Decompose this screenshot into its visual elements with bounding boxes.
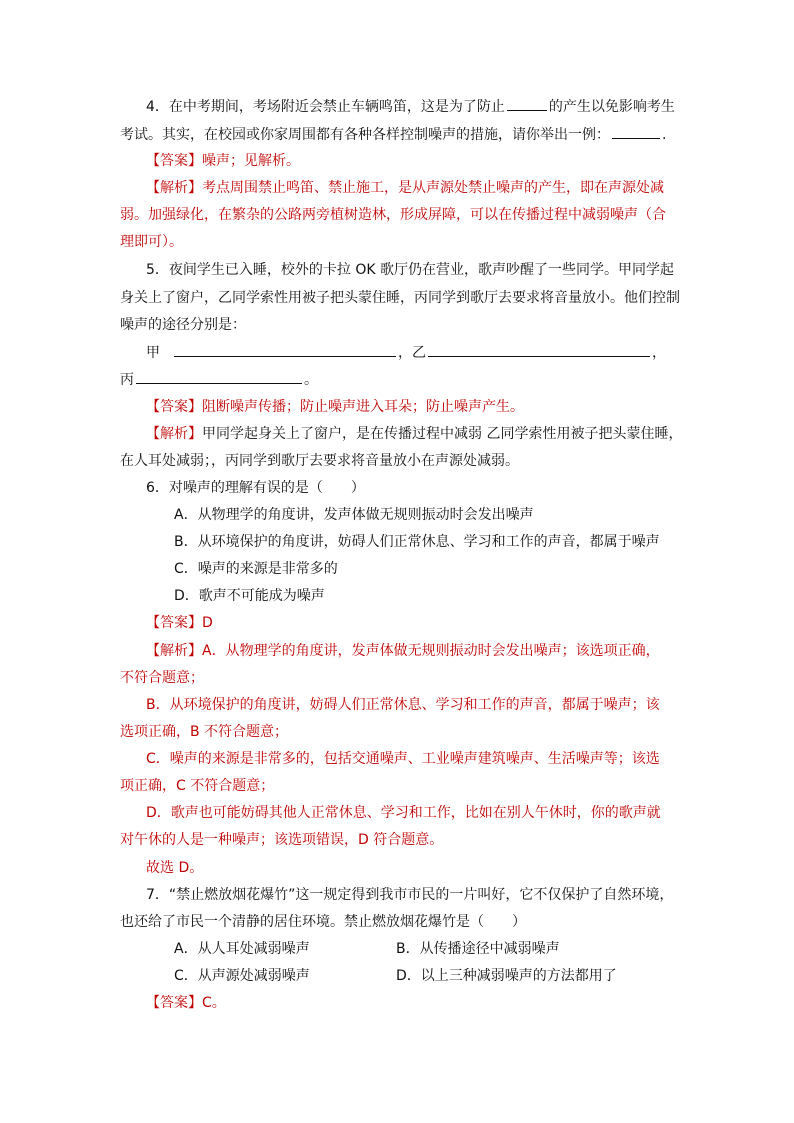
- q5-stem-line1: 5．夜间学生已入睡，校外的卡拉 OK 歌厅仍在营业，歌声吵醒了一些同学。甲同学起: [146, 262, 675, 278]
- q6-conclusion: 故选 D。: [146, 860, 204, 876]
- q4-stem-text-c: 考试。其实，在校园或你家周围都有各种各样控制噪声的措施，请你举出一例：: [120, 127, 610, 143]
- q5-fill-line1: [146, 342, 666, 362]
- q6-option-a[interactable]: A．从物理学的角度讲，发声体做无规则振动时会发出噪声: [174, 507, 534, 523]
- q4-analysis-line3: 理即可）。: [120, 234, 183, 250]
- q7-option-a[interactable]: A．从人耳处减弱噪声: [174, 941, 310, 957]
- q4-analysis-text-1: 考点周围禁止鸣笛、禁止施工，是从声源处禁止噪声的产生，即在声源处减: [202, 180, 664, 196]
- q7-option-d[interactable]: D．以上三种减弱噪声的方法都用了: [396, 968, 617, 984]
- q5-analysis-line1: [146, 424, 682, 444]
- q4-answer-text: 噪声；见解析。: [202, 153, 300, 169]
- q7-option-c[interactable]: C．从声源处减弱噪声: [174, 968, 310, 984]
- q5-period: 。: [304, 372, 318, 388]
- q5-label-jia: 甲: [146, 345, 160, 361]
- q5-stem-line3: 噪声的途径分别是：: [120, 317, 246, 333]
- q4-answer: [146, 151, 300, 171]
- q6-analysis-tag: 【解析】: [146, 643, 202, 659]
- q5-stem-line2: 身关上了窗户，乙同学索性用被子把头蒙住睡，丙同学到歌厅去要求将音量放小。他们控制: [120, 290, 680, 306]
- q6-analysis-c-line1: C．噪声的来源是非常多的，包括交通噪声、工业噪声建筑噪声、生活噪声等；该选: [146, 751, 660, 767]
- q7-option-b[interactable]: B．从传播途径中减弱噪声: [396, 941, 560, 957]
- q4-stem-text-b: 的产生以免影响考生: [548, 99, 675, 115]
- q6-stem: 6．对噪声的理解有误的是（ ）: [146, 480, 365, 496]
- q4-blank-2[interactable]: [612, 124, 660, 139]
- q4-analysis-line1: [146, 178, 664, 198]
- q5-label-bing: 丙: [120, 372, 134, 388]
- q5-analysis-line2: 在人耳处减弱；，丙同学到歌厅去要求将音量放小在声源处减弱。: [120, 453, 519, 469]
- q4-stem-end: .: [662, 127, 667, 143]
- q5-answer: [146, 397, 524, 417]
- q7-answer: [146, 993, 226, 1013]
- q4-stem-line2: [120, 124, 666, 144]
- q5-answer-text: 阻断噪声传播；防止噪声进入耳朵；防止噪声产生。: [202, 399, 524, 415]
- q5-answer-tag: 【答案】: [146, 399, 202, 415]
- q5-fill-line2: [120, 369, 318, 389]
- q7-answer-tag: 【答案】: [146, 995, 202, 1011]
- q6-option-b[interactable]: B．从环境保护的角度讲，妨碍人们正常休息、学习和工作的声音，都属于噪声: [174, 534, 660, 550]
- q6-analysis-a-text: A．从物理学的角度讲，发声体做无规则振动时会发出噪声；该选项正确，: [202, 643, 660, 659]
- q4-analysis-tag: 【解析】: [146, 180, 202, 196]
- q5-label-yi: ，乙: [398, 345, 426, 361]
- q4-stem-line1: [146, 96, 675, 116]
- q6-option-d[interactable]: D．歌声不可能成为噪声: [174, 588, 325, 604]
- q5-analysis-tag: 【解析】: [146, 426, 202, 442]
- q7-answer-text: C。: [202, 995, 226, 1011]
- q7-stem-line2: 也还给了市民一个清静的居住环境。禁止燃放烟花爆竹是（ ）: [120, 914, 526, 930]
- q6-answer: [146, 613, 213, 633]
- q4-analysis-line2: 弱。加强绿化，在繁杂的公路两旁植树造林，形成屏障，可以在传播过程中减弱噪声（合: [120, 207, 666, 223]
- q4-answer-tag: 【答案】: [146, 153, 202, 169]
- q5-blank-jia[interactable]: [174, 342, 396, 357]
- q5-blank-bing[interactable]: [136, 369, 302, 384]
- q5-blank-yi[interactable]: [428, 342, 650, 357]
- q6-answer-text: D: [202, 615, 213, 631]
- q6-analysis-c-line2: 项正确，C 不符合题意；: [120, 778, 275, 794]
- q6-analysis-d-line2: 对午休的人是一种噪声；该选项错误，D 符合题意。: [120, 832, 444, 848]
- q6-answer-tag: 【答案】: [146, 615, 202, 631]
- q6-analysis-a-line1: [146, 641, 660, 661]
- q6-analysis-b-line1: B．从环境保护的角度讲，妨碍人们正常休息、学习和工作的声音，都属于噪声；该: [146, 697, 660, 713]
- q6-analysis-a-line2: 不符合题意；: [120, 670, 204, 686]
- q6-analysis-b-line2: 选项正确，B 不符合题意；: [120, 724, 289, 740]
- q5-analysis-text-1: 甲同学起身关上了窗户，是在传播过程中减弱 乙同学索性用被子把头蒙住睡，: [202, 426, 683, 442]
- q4-stem-text-a: 4．在中考期间，考场附近会禁止车辆鸣笛，这是为了防止: [146, 99, 505, 115]
- q5-comma: ，: [652, 345, 666, 361]
- q7-stem-line1: 7．“禁止燃放烟花爆竹”这一规定得到我市市民的一片叫好，它不仅保护了自然环境，: [146, 887, 674, 903]
- q4-blank-1[interactable]: [507, 96, 547, 111]
- q6-option-c[interactable]: C．噪声的来源是非常多的: [174, 561, 338, 577]
- q6-analysis-d-line1: D．歌声也可能妨碍其他人正常休息、学习和工作，比如在别人午休时，你的歌声就: [146, 805, 661, 821]
